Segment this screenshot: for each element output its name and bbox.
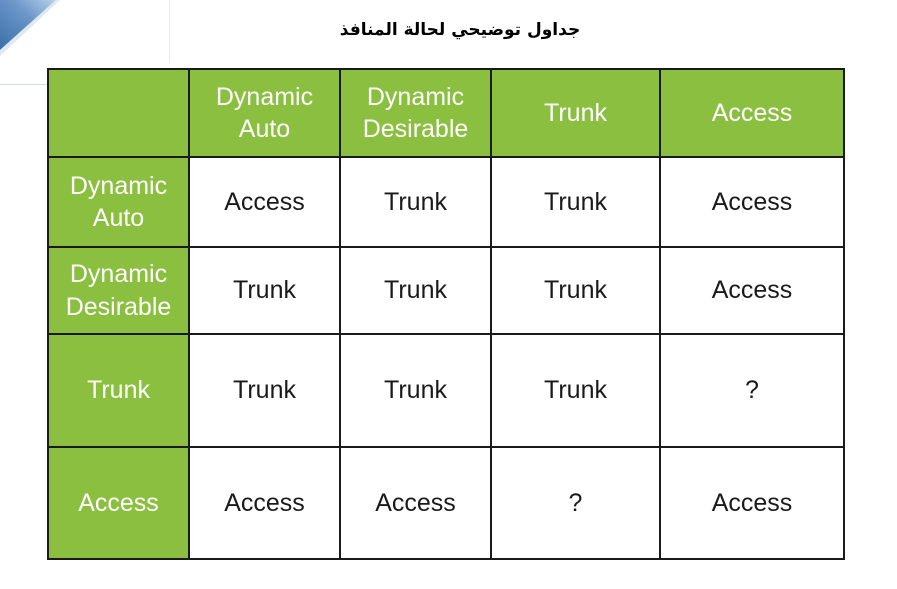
table-cell: Trunk: [491, 157, 660, 247]
table-row: [48, 157, 844, 247]
table-cell: Access: [189, 157, 340, 247]
table-cell: Trunk: [189, 334, 340, 447]
table-cell: Trunk: [491, 247, 660, 334]
table-cell: Trunk: [340, 157, 491, 247]
table-cell: Access: [189, 447, 340, 559]
row-header: [48, 447, 189, 559]
row-header-line: Desirable: [65, 292, 172, 321]
table-cell: Access: [340, 447, 491, 559]
table-header-row: [48, 69, 844, 157]
column-header: [491, 69, 660, 157]
table-cell: Access: [660, 447, 844, 559]
column-header-line: Dynamic: [366, 82, 465, 111]
column-header: [660, 69, 844, 157]
row-header-line: Dynamic: [69, 171, 168, 200]
corner-divider-vertical: [169, 0, 170, 62]
row-header-line: Access: [78, 488, 159, 517]
column-header-line: Trunk: [544, 98, 607, 127]
table-cell: Trunk: [491, 334, 660, 447]
table-row: [48, 247, 844, 334]
row-header: [48, 334, 189, 447]
corner-cell: [48, 69, 189, 157]
table-cell: Trunk: [340, 247, 491, 334]
table-row: [48, 447, 844, 559]
row-header-line: Dynamic: [69, 260, 168, 288]
row-header-line: Trunk: [87, 376, 150, 405]
column-header: [340, 69, 491, 157]
table-cell: Access: [660, 247, 844, 334]
table-cell: Trunk: [340, 334, 491, 447]
table-cell: Trunk: [189, 247, 340, 334]
port-mode-table: [47, 68, 845, 560]
column-header-line: Auto: [238, 115, 291, 143]
table-cell: ?: [660, 334, 844, 447]
table-row: [48, 334, 844, 447]
column-header-line: Desirable: [362, 115, 469, 143]
column-header-line: Dynamic: [215, 82, 314, 111]
column-header-line: Access: [711, 98, 793, 127]
column-header: [189, 69, 340, 157]
row-header: [48, 157, 189, 247]
page-title: جداول توضيحي لحالة المنافذ: [339, 20, 581, 40]
table-cell: Access: [660, 157, 844, 247]
table-cell: ?: [491, 447, 660, 559]
row-header: [48, 247, 189, 334]
row-header-line: Auto: [92, 204, 145, 232]
